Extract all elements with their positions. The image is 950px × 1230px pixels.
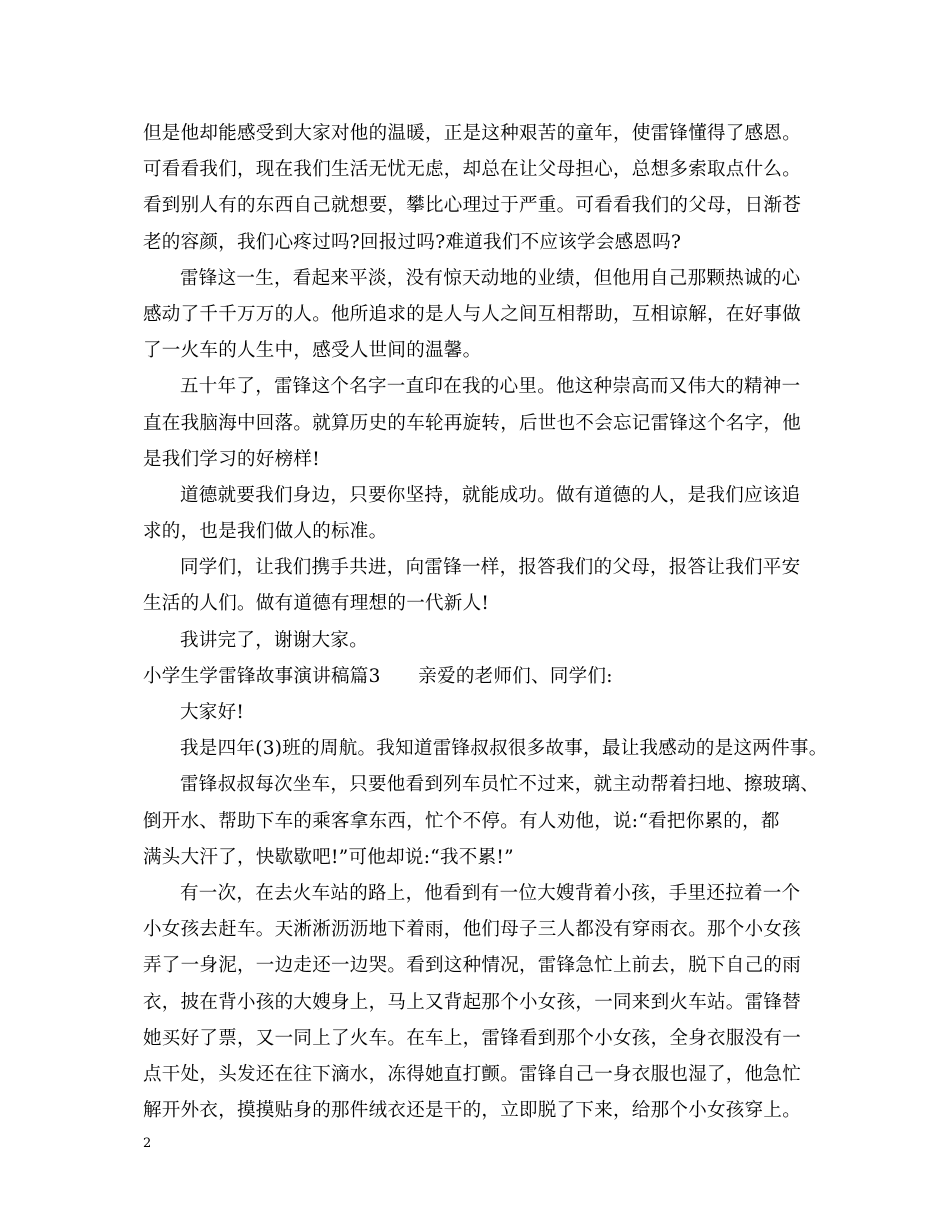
text-line: 道德就要我们身边，只要你坚持，就能成功。做有道德的人，是我们应该追 xyxy=(180,484,801,506)
text-line: 是我们学习的好榜样! xyxy=(143,448,320,470)
text-line: 点干处，头发还在往下滴水，冻得她直打颤。雷锋自己一身衣服也湿了，他急忙 xyxy=(143,1063,802,1085)
text-line: 我是四年(3)班的周航。我知道雷锋叔叔很多故事，最让我感动的是这两件事。 xyxy=(180,738,828,760)
text-line: 看到别人有的东西自己就想要，攀比心理过于严重。可看看我们的父母，日渐苍 xyxy=(143,195,802,217)
text-line: 可看看我们，现在我们生活无忧无虑，却总在让父母担心，总想多索取点什么。 xyxy=(143,159,802,181)
text-line: 弄了一身泥，一边走还一边哭。看到这种情况，雷锋急忙上前去，脱下自己的雨 xyxy=(143,955,802,977)
text-line: 衣，披在背小孩的大嫂身上，马上又背起那个小女孩，一同来到火车站。雷锋替 xyxy=(143,991,802,1013)
text-line: 生活的人们。做有道德有理想的一代新人! xyxy=(143,593,490,615)
text-line: 雷锋叔叔每次坐车，只要他看到列车员忙不过来，就主动帮着扫地、擦玻璃、 xyxy=(180,774,820,796)
text-line: 她买好了票，又一同上了火车。在车上，雷锋看到那个小女孩，全身衣服没有一 xyxy=(143,1027,802,1049)
page-number: 2 xyxy=(143,1136,152,1151)
text-line: 但是他却能感受到大家对他的温暖，正是这种艰苦的童年，使雷锋懂得了感恩。 xyxy=(143,123,802,144)
text-line: 老的容颜，我们心疼过吗?回报过吗?难道我们不应该学会感恩吗? xyxy=(143,231,682,253)
text-line: 直在我脑海中回落。就算历史的车轮再旋转，后世也不会忘记雷锋这个名字，他 xyxy=(143,412,802,434)
text-line: 倒开水、帮助下车的乘客拿东西，忙个不停。有人劝他，说:“看把你累的，都 xyxy=(143,810,780,832)
text-line: 了一火车的人生中，感受人世间的温馨。 xyxy=(143,340,482,362)
text-line: 解开外衣，摸摸贴身的那件绒衣还是干的，立即脱了下来，给那个小女孩穿上。 xyxy=(143,1100,802,1122)
text-line: 有一次，在去火车站的路上，他看到有一位大嫂背着小孩，手里还拉着一个 xyxy=(180,882,801,904)
text-line: 雷锋这一生，看起来平淡，没有惊天动地的业绩，但他用自己那颗热诚的心 xyxy=(180,267,801,289)
text-line: 小学生学雷锋故事演讲稿篇3 亲爱的老师们、同学们: xyxy=(143,665,613,687)
text-line: 我讲完了，谢谢大家。 xyxy=(180,629,369,651)
text-line: 求的，也是我们做人的标准。 xyxy=(143,521,388,543)
document-body xyxy=(143,116,828,1129)
text-line: 满头大汗了，快歇歇吧!”可他却说:“我不累!” xyxy=(143,846,514,868)
text-line: 同学们，让我们携手共进，向雷锋一样，报答我们的父母，报答让我们平安 xyxy=(180,557,801,579)
text-line: 五十年了，雷锋这个名字一直印在我的心里。他这种崇高而又伟大的精神一 xyxy=(180,376,801,398)
text-line: 大家好! xyxy=(180,702,245,723)
text-line: 感动了千千万万的人。他所追求的是人与人之间互相帮助，互相谅解，在好事做 xyxy=(143,303,802,325)
text-line: 小女孩去赶车。天淅淅沥沥地下着雨，他们母子三人都没有穿雨衣。那个小女孩 xyxy=(143,919,802,941)
